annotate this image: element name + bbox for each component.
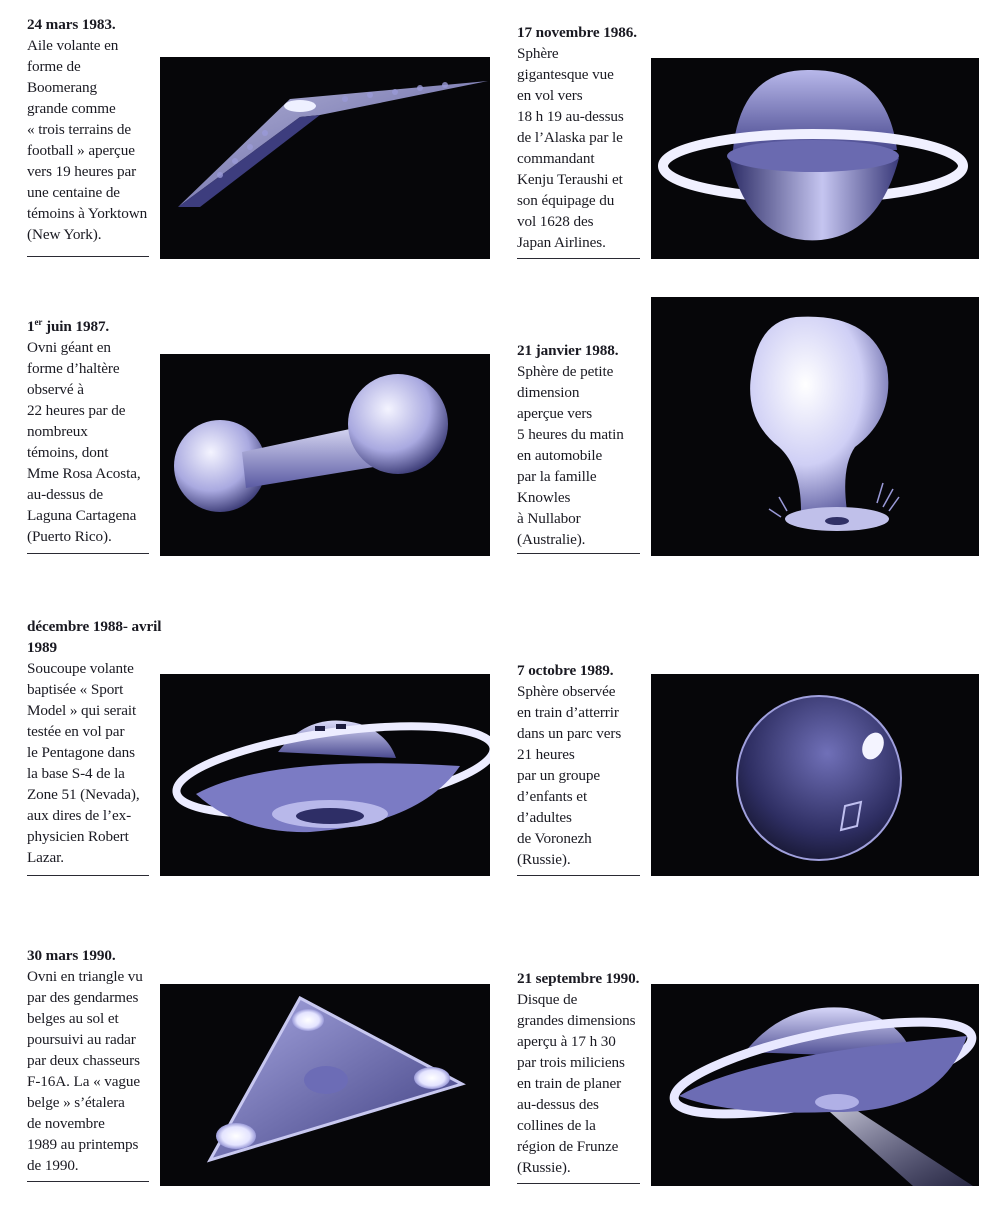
entry-date: 24 mars 1983. — [27, 16, 116, 33]
caption — [27, 316, 167, 547]
caption — [517, 22, 657, 253]
divider — [27, 875, 149, 876]
entry-description: Ovni géant en forme d’haltère observé à 22 heures par de nombreux témoins, dont Mme Rosa Acosta, au-dessus de Laguna Cartagena (Puerto Rico). — [27, 339, 141, 545]
dumbbell-illustration — [160, 354, 490, 556]
entry-description: Disque de grandes dimensions aperçu à 17 h 30 par trois miliciens en train de planer au-dessus des collines de la région de Frunze (Russie). — [517, 991, 636, 1176]
caption — [517, 660, 657, 870]
caption — [27, 616, 167, 868]
caption — [27, 14, 167, 245]
entry-date: 21 janvier 1988. — [517, 342, 619, 359]
caption — [27, 945, 167, 1176]
entry-description: Ovni en triangle vu par des gendarmes belges au sol et poursuivi au radar par deux chasseurs F-16A. La « vague belge » s’étalera de novembre 1989 au printemps de 1990. — [27, 968, 143, 1174]
divider — [517, 875, 640, 876]
ringed-sphere-illustration — [651, 58, 979, 259]
bulb-sphere-illustration — [651, 297, 979, 556]
divider — [517, 1183, 640, 1184]
boomerang-illustration — [160, 57, 490, 259]
disc-with-beam-illustration — [651, 984, 979, 1186]
divider — [27, 1181, 149, 1182]
entry-date: 21 septembre 1990. — [517, 970, 640, 987]
triangle-craft-illustration — [160, 984, 490, 1186]
divider — [517, 258, 640, 259]
divider — [517, 553, 640, 554]
divider — [27, 256, 149, 257]
entry-date: 1er juin 1987. — [27, 317, 110, 335]
entry-date: décembre 1988- avril 1989 — [27, 618, 162, 656]
entry-description: Sphère gigantesque vue en vol vers 18 h 19 au-dessus de l’Alaska par le commandant Kenju Teraushi et son équipage du vol 1628 des Japan Airlines. — [517, 45, 624, 251]
caption — [517, 340, 657, 550]
entry-description: Aile volante en forme de Boomerang grande comme « trois terrains de football » aperçue vers 19 heures par une centaine de témoins à Yorktown (New York). — [27, 37, 148, 243]
entry-description: Sphère observée en train d’atterrir dans un parc vers 21 heures par un groupe d’enfants et d’adultes de Voronezh (Russie). — [517, 683, 622, 868]
entry-date: 17 novembre 1986. — [517, 24, 637, 41]
caption — [517, 968, 657, 1178]
divider — [27, 553, 149, 554]
entry-description: Soucoupe volante baptisée « Sport Model » qui serait testée en vol par le Pentagone dans la base S-4 de la Zone 51 (Nevada), aux dires de l’ex- physicien Robert Lazar. — [27, 660, 140, 866]
glass-sphere-illustration — [651, 674, 979, 876]
entry-description: Sphère de petite dimension aperçue vers 5 heures du matin en automobile par la famille Knowles à Nullabor (Australie). — [517, 363, 624, 548]
sport-model-saucer-illustration — [160, 674, 490, 876]
entry-date: 7 octobre 1989. — [517, 662, 614, 679]
entry-date: 30 mars 1990. — [27, 947, 116, 964]
